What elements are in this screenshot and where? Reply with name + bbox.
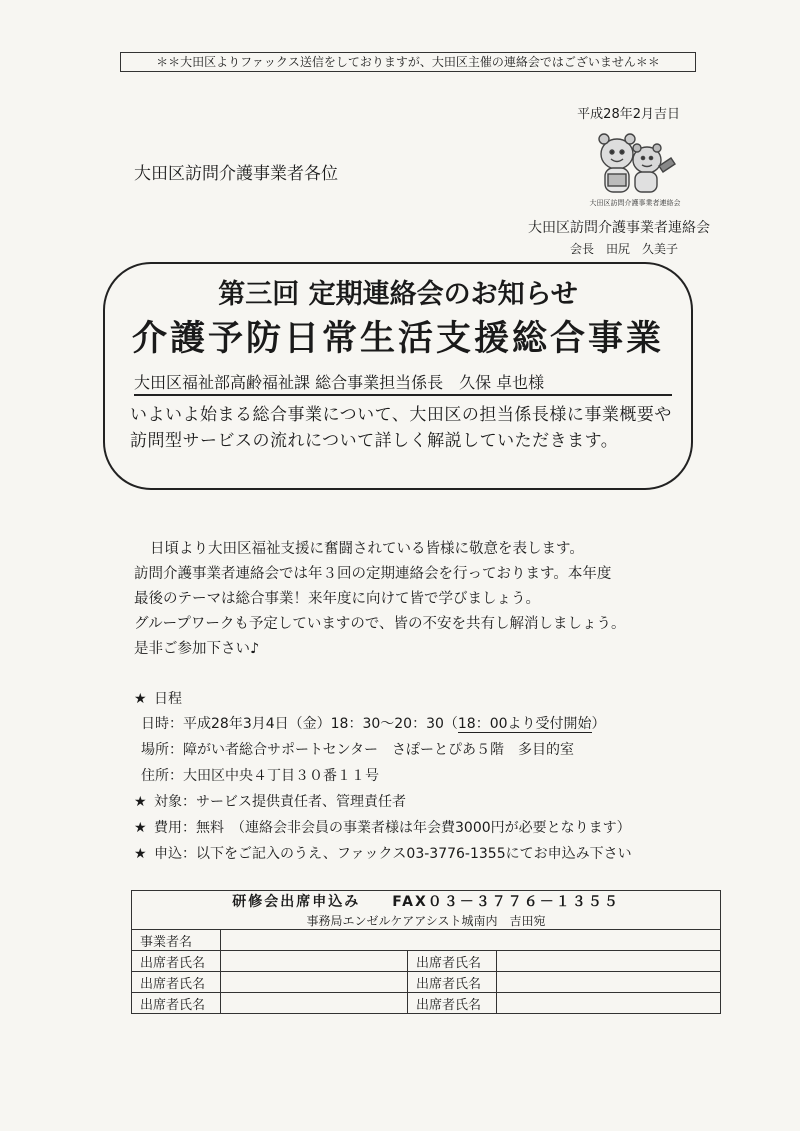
schedule-target (134, 791, 406, 811)
datetime-label: 日時 (141, 716, 169, 732)
issue-date: 平成28年2月吉日 (577, 107, 680, 122)
schedule-datetime (141, 713, 606, 733)
star-icon: ★ (134, 794, 147, 810)
attendee-label: 出席者氏名 (132, 993, 221, 1014)
attendee-field[interactable] (221, 972, 408, 993)
attendee-label: 出席者氏名 (408, 993, 497, 1014)
star-icon: ★ (134, 846, 147, 862)
attendee-field[interactable] (497, 993, 721, 1014)
body-paragraph (134, 537, 714, 662)
disclaimer-notice: ＊＊大田区よりファックス送信をしておりますが、大田区主催の連絡会ではございません＊＊ (120, 52, 696, 72)
body-line: グループワークも予定していますので、皆の不安を共有し解消しましょう。 (134, 616, 626, 632)
form-office: 事務局エンゼルケアアシスト城南内 吉田宛 (132, 911, 721, 930)
schedule-heading-label: 日程 (154, 691, 182, 707)
address-value: ：大田区中央４丁目３０番１１号 (169, 768, 379, 784)
body-line: 是非ご参加下さい♪ (134, 641, 260, 657)
apply-value: ：以下をご記入のうえ、ファックス03-3776-1355にてお申込み下さい (182, 846, 632, 862)
company-label: 事業者名 (132, 930, 221, 951)
application-form (131, 890, 721, 1014)
attendee-label: 出席者氏名 (408, 951, 497, 972)
place-label: 場所 (141, 742, 169, 758)
body-line: 訪問介護事業者連絡会では年３回の定期連絡会を行っております。本年度 (134, 566, 612, 582)
attendee-field[interactable] (221, 993, 408, 1014)
announcement-subtitle: 介護予防日常生活支援総合事業 (131, 319, 664, 359)
reception-time: 18：00より受付開始 (457, 716, 592, 732)
schedule-address (141, 765, 379, 785)
mascot-caption: 大田区訪問介護事業者連絡会 (589, 199, 681, 207)
form-title: 研修会出席申込み FAX０３－３７７６－１３５５ (132, 891, 721, 912)
schedule-place (141, 739, 574, 759)
chair-name: 会長 田尻 久美子 (569, 242, 678, 256)
fee-label: 費用 (154, 820, 182, 836)
attendee-label: 出席者氏名 (132, 951, 221, 972)
recipient-line: 大田区訪問介護事業者各位 (134, 164, 338, 184)
attendee-field[interactable] (221, 951, 408, 972)
announcement-title: 第三回 定期連絡会のお知らせ (218, 279, 578, 310)
datetime-close: ） (591, 716, 606, 732)
apply-label: 申込 (154, 846, 182, 862)
star-icon: ★ (134, 691, 147, 707)
announcement-description: いよいよ始まる総合事業について、大田区の担当係長様に事業概要や訪問型サービスの流れについて詳しく解説していただきます。 (130, 405, 672, 451)
attendee-label: 出席者氏名 (132, 972, 221, 993)
place-value: ：障がい者総合サポートセンター さぽーとぴあ５階 多目的室 (169, 742, 575, 758)
address-label: 住所 (141, 768, 169, 784)
schedule-fee (134, 817, 631, 837)
datetime-value: ：平成28年3月4日（金）18：30～20：30（ (169, 716, 458, 732)
schedule-heading (134, 688, 182, 708)
star-icon: ★ (134, 820, 147, 836)
fee-value: ：無料 （連絡会非会員の事業者様は年会費3000円が必要となります） (182, 820, 631, 836)
attendee-label: 出席者氏名 (408, 972, 497, 993)
target-label: 対象 (154, 794, 182, 810)
body-line: 最後のテーマは総合事業！来年度に向けて皆で学びましょう。 (134, 591, 540, 607)
body-line: 日頃より大田区福祉支援に奮闘されている皆様に敬意を表します。 (150, 541, 584, 557)
schedule-apply (134, 843, 632, 863)
attendee-field[interactable] (497, 951, 721, 972)
organization-name: 大田区訪問介護事業者連絡会 (528, 220, 710, 236)
attendee-field[interactable] (497, 972, 721, 993)
speaker-underline (134, 394, 672, 396)
speaker-line: 大田区福祉部高齢福祉課 総合事業担当係長 久保 卓也様 (134, 373, 545, 392)
target-value: ：サービス提供責任者、管理責任者 (182, 794, 406, 810)
company-field[interactable] (221, 930, 721, 951)
mascot-illustration (585, 128, 685, 210)
